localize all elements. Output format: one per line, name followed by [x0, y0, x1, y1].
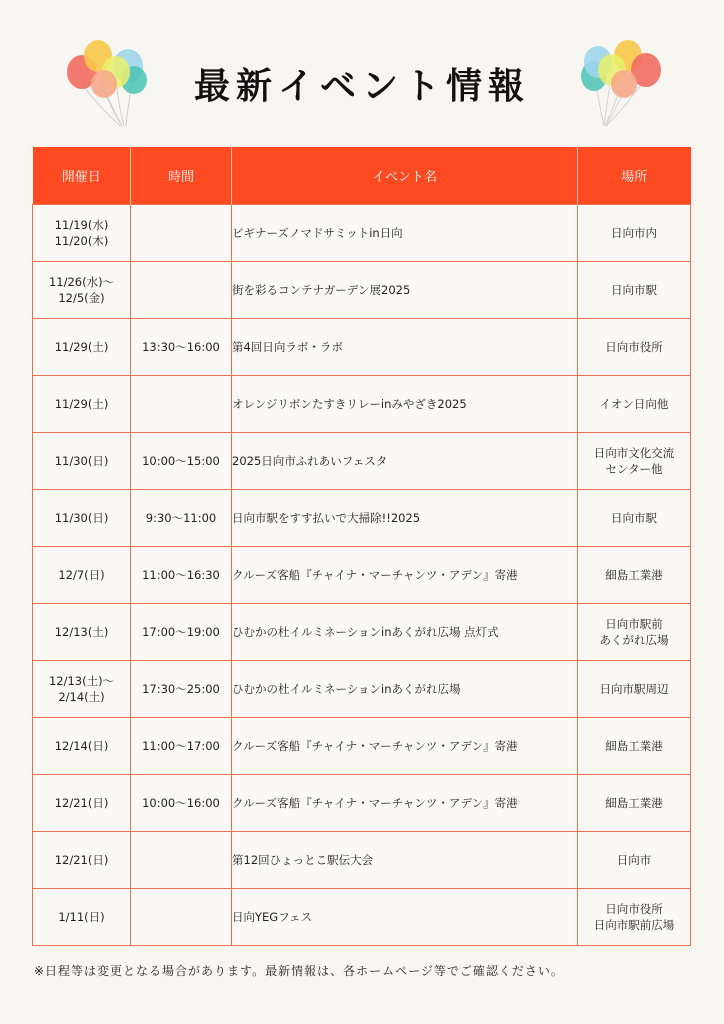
place-cell — [578, 262, 691, 319]
time-cell: 11:00～17:00 — [131, 718, 232, 775]
place-line: 日向市駅前 — [605, 617, 663, 631]
time-cell: 17:30～25:00 — [131, 661, 232, 718]
date-cell — [33, 490, 131, 547]
date-line: 11/29(土) — [54, 397, 109, 411]
place-line: 日向市役所 — [605, 340, 663, 354]
event-name-cell: ひむかの杜イルミネーションinあくがれ広場 点灯式 — [232, 604, 578, 661]
place-line: 日向市 — [616, 853, 652, 867]
place-cell — [578, 433, 691, 490]
place-line: 日向市文化交流 — [593, 446, 675, 460]
date-cell — [33, 376, 131, 433]
time-cell: 13:30～16:00 — [131, 319, 232, 376]
date-line: 12/21(日) — [54, 853, 109, 867]
date-line: 12/21(日) — [54, 796, 109, 810]
event-name-cell: 日向YEGフェス — [232, 889, 578, 946]
time-cell — [131, 889, 232, 946]
date-line: 11/26(水)～ — [48, 275, 115, 289]
table-header-row — [33, 147, 691, 205]
table-row — [33, 661, 691, 718]
event-name-cell: オレンジリボンたすきリレーinみやざき2025 — [232, 376, 578, 433]
place-line: 日向市駅 — [611, 511, 657, 525]
event-name-cell: 第12回ひょっとこ駅伝大会 — [232, 832, 578, 889]
event-name-cell: 日向市駅をすす払いで大掃除!!2025 — [232, 490, 578, 547]
place-cell — [578, 832, 691, 889]
table-row — [33, 547, 691, 604]
place-line: 日向市内 — [611, 226, 657, 240]
footnote: ※日程等は変更となる場合があります。最新情報は、各ホームページ等でご確認ください。 — [34, 964, 564, 978]
date-cell — [33, 604, 131, 661]
event-table — [32, 147, 691, 946]
date-cell — [33, 205, 131, 262]
table-row — [33, 319, 691, 376]
date-line: 2/14(土) — [58, 690, 105, 704]
header-place: 場所 — [578, 147, 691, 205]
place-line: センター他 — [605, 462, 663, 476]
event-name-cell: クルーズ客船『チャイナ・マーチャンツ・アデン』寄港 — [232, 547, 578, 604]
event-name-cell: ひむかの杜イルミネーションinあくがれ広場 — [232, 661, 578, 718]
table-row — [33, 604, 691, 661]
table-row — [33, 376, 691, 433]
place-line: 日向市駅周辺 — [599, 682, 669, 696]
date-line: 11/29(土) — [54, 340, 109, 354]
time-cell: 17:00～19:00 — [131, 604, 232, 661]
date-cell — [33, 262, 131, 319]
place-cell — [578, 547, 691, 604]
place-cell — [578, 604, 691, 661]
date-cell — [33, 718, 131, 775]
place-line: 日向市駅 — [611, 283, 657, 297]
place-cell — [578, 490, 691, 547]
time-cell — [131, 376, 232, 433]
place-cell — [578, 205, 691, 262]
date-line: 12/13(土)～ — [48, 674, 115, 688]
table-row — [33, 490, 691, 547]
date-cell — [33, 319, 131, 376]
table-row — [33, 205, 691, 262]
date-line: 12/7(日) — [58, 568, 105, 582]
page-title: 最新イベント情報 — [193, 66, 530, 107]
place-cell — [578, 319, 691, 376]
event-name-cell: 2025日向市ふれあいフェスタ — [232, 433, 578, 490]
date-line: 11/20(木) — [54, 234, 109, 248]
time-cell: 9:30～11:00 — [131, 490, 232, 547]
date-cell — [33, 547, 131, 604]
place-line: 日向市駅前広場 — [593, 918, 675, 932]
table-row — [33, 889, 691, 946]
event-name-cell: 街を彩るコンテナガーデン展2025 — [232, 262, 578, 319]
place-line: 日向市役所 — [605, 902, 663, 916]
table-row — [33, 718, 691, 775]
time-cell — [131, 262, 232, 319]
event-table-body — [33, 205, 691, 946]
header-date: 開催日 — [33, 147, 131, 205]
date-cell — [33, 775, 131, 832]
date-line: 12/5(金) — [58, 291, 105, 305]
date-line: 1/11(日) — [58, 910, 105, 924]
place-cell — [578, 889, 691, 946]
event-name-cell: 第4回日向ラボ・ラボ — [232, 319, 578, 376]
place-line: イオン日向他 — [599, 397, 669, 411]
place-cell — [578, 775, 691, 832]
place-cell — [578, 376, 691, 433]
event-name-cell: クルーズ客船『チャイナ・マーチャンツ・アデン』寄港 — [232, 775, 578, 832]
table-row — [33, 832, 691, 889]
event-name-cell: ビギナーズノマドサミットin日向 — [232, 205, 578, 262]
header-event: イベント名 — [232, 147, 578, 205]
time-cell — [131, 205, 232, 262]
place-cell — [578, 718, 691, 775]
date-line: 11/30(日) — [54, 511, 109, 525]
place-line: 細島工業港 — [605, 568, 663, 582]
place-line: 細島工業港 — [605, 796, 663, 810]
table-row — [33, 262, 691, 319]
balloons-right-illustration — [572, 38, 668, 130]
table-row — [33, 775, 691, 832]
date-cell — [33, 433, 131, 490]
table-row — [33, 433, 691, 490]
date-cell — [33, 889, 131, 946]
date-line: 11/19(水) — [54, 218, 109, 232]
time-cell: 10:00～15:00 — [131, 433, 232, 490]
event-name-cell: クルーズ客船『チャイナ・マーチャンツ・アデン』寄港 — [232, 718, 578, 775]
date-cell — [33, 661, 131, 718]
date-line: 11/30(日) — [54, 454, 109, 468]
time-cell: 10:00～16:00 — [131, 775, 232, 832]
place-line: あくがれ広場 — [599, 633, 669, 647]
place-cell — [578, 661, 691, 718]
time-cell — [131, 832, 232, 889]
date-cell — [33, 832, 131, 889]
place-line: 細島工業港 — [605, 739, 663, 753]
date-line: 12/13(土) — [54, 625, 109, 639]
time-cell: 11:00～16:30 — [131, 547, 232, 604]
date-line: 12/14(日) — [54, 739, 109, 753]
header-time: 時間 — [131, 147, 232, 205]
